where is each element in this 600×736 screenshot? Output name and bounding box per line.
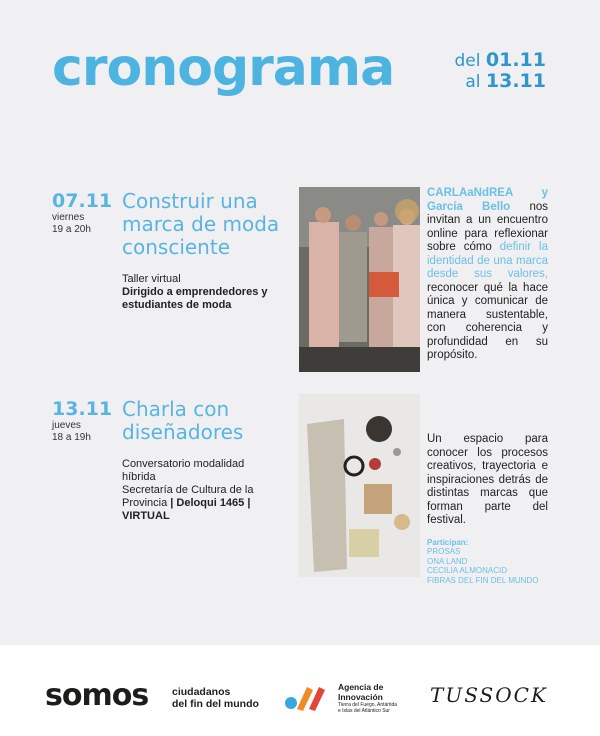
event-2-weekday: jueves xyxy=(52,420,81,431)
event-2-type: Conversatorio modalidad híbrida xyxy=(122,458,245,483)
agencia-logo-icon xyxy=(283,681,331,713)
event-1-type: Taller virtual xyxy=(122,273,181,285)
agencia-line-4: e Islas del Atlántico Sur xyxy=(338,708,390,714)
somos-tag-1: ciudadanos xyxy=(172,686,231,698)
event-1-desc-part2: reconocer qué la hace única y comunicar de manera sustentable, con coherencia y profundidad en su propósito. xyxy=(427,281,548,361)
event-1-audience: Dirigido a emprendedores y estudiantes de moda xyxy=(122,286,268,311)
range-from: 01.11 xyxy=(485,49,546,71)
event-1-date-block xyxy=(52,190,112,236)
tussock-logo: TUSSOCK xyxy=(430,683,548,707)
participants-label: Participan: xyxy=(427,537,469,547)
participant-4: FIBRAS DEL FIN DEL MUNDO xyxy=(427,575,539,585)
somos-tag-2: del fin del mundo xyxy=(172,698,259,710)
event-1-title: Construir una marca de moda consciente xyxy=(122,189,280,259)
event-1-time: 19 a 20h xyxy=(52,224,91,235)
page-title: cronograma xyxy=(52,38,395,98)
event-1-weekday: viernes xyxy=(52,212,85,223)
event-1-photo xyxy=(299,187,420,372)
event-2-venue-plain: Secretaría de Cultura de la Provincia xyxy=(122,484,254,509)
range-from-prefix: del xyxy=(454,51,486,71)
somos-logo: somos xyxy=(45,678,149,713)
event-1-date: 07.11 xyxy=(52,190,113,212)
agencia-line-1: Agencia de xyxy=(338,682,384,692)
participant-1: PROSAS xyxy=(427,547,461,556)
agencia-text xyxy=(338,683,397,714)
event-2-date-block xyxy=(52,398,112,444)
range-to: 13.11 xyxy=(485,70,546,92)
event-2-venue-bold: | Deloqui 1465 | VIRTUAL xyxy=(122,497,251,522)
event-2-venue xyxy=(122,484,272,523)
agencia-line-2: Innovación xyxy=(338,691,383,702)
participant-2: ONA LAND xyxy=(427,556,468,566)
event-2-info xyxy=(122,398,272,523)
event-1-desc-part1: nos invitan a un encuentro online para reflexionar sobre cómo xyxy=(427,200,548,253)
event-2-text-block xyxy=(427,433,548,585)
event-2-date: 13.11 xyxy=(52,398,113,420)
event-1-info xyxy=(122,190,282,312)
event-2-title: Charla con diseñadores xyxy=(122,397,244,444)
event-2-photo xyxy=(299,394,420,577)
event-2-description: Un espacio para conocer los procesos creativos, trayectoria e inspiraciones detrás de distintas marcas que forman parte del festival. xyxy=(427,433,548,526)
participant-3: CECILIA ALMONACID xyxy=(427,566,508,575)
somos-tagline xyxy=(172,686,259,710)
event-1-description xyxy=(427,187,548,363)
range-to-prefix: al xyxy=(465,72,486,92)
event-1-desc-names: CARLAaNdREA y García Bello xyxy=(427,187,548,213)
footer xyxy=(0,645,600,736)
agencia-line-3: Tierra del Fuego, Antártida xyxy=(338,702,398,708)
date-range xyxy=(455,50,547,92)
event-2-time: 18 a 19h xyxy=(52,432,91,443)
event-1-desc-highlight: definir la identidad de una marca desde sus valores, xyxy=(427,241,548,280)
